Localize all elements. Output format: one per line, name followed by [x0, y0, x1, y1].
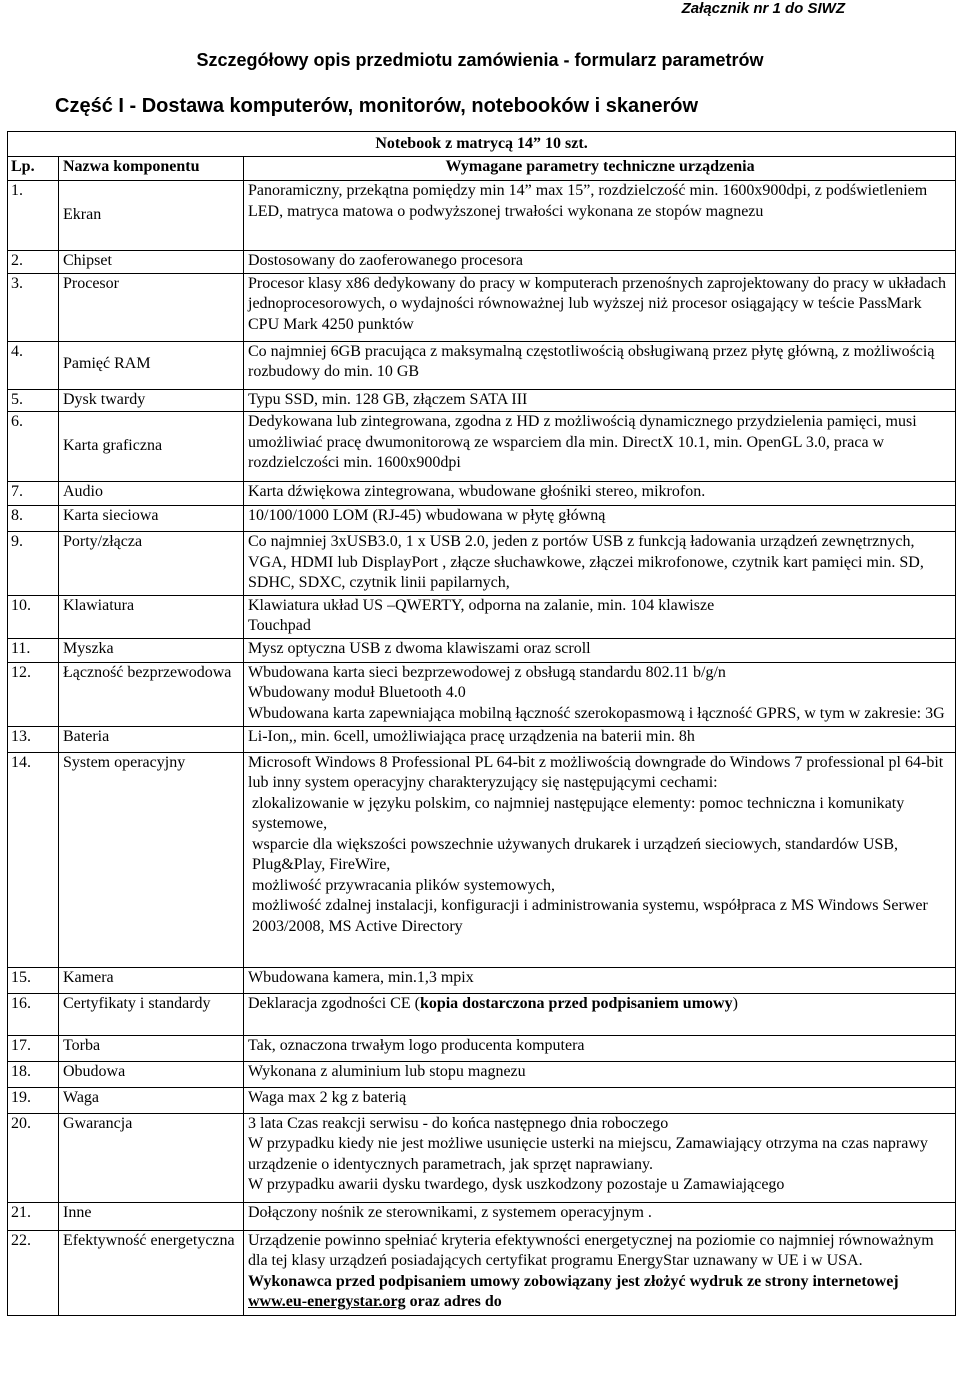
row-number: 3.: [8, 273, 59, 341]
row-requirements: [244, 532, 956, 596]
row-requirements: [244, 1202, 956, 1230]
table-row: [8, 389, 956, 412]
row-number: 12.: [8, 662, 59, 726]
table-row: [8, 993, 956, 1035]
row-number: 2.: [8, 251, 59, 274]
row-requirements: [244, 1113, 956, 1202]
table-row: [8, 251, 956, 274]
table-row: [8, 638, 956, 662]
requirement-text: Deklaracja zgodności CE (: [248, 994, 420, 1012]
table-row: [8, 967, 956, 993]
row-requirements: [244, 412, 956, 482]
table-row: [8, 595, 956, 638]
row-number: 14.: [8, 752, 59, 967]
row-number: 20.: [8, 1113, 59, 1202]
row-requirements: [244, 595, 956, 638]
row-requirements: [244, 1035, 956, 1061]
row-component: Obudowa: [59, 1061, 244, 1087]
requirement-bold: oraz adres do: [405, 1293, 502, 1310]
row-component: Torba: [59, 1035, 244, 1061]
row-requirements: [244, 993, 956, 1035]
requirement-line: W przypadku awarii dysku twardego, dysk uszkodzony pozostaje u Zamawiającego: [248, 1176, 785, 1193]
row-number: 8.: [8, 506, 59, 532]
row-number: 19.: [8, 1087, 59, 1113]
row-requirements: [244, 506, 956, 532]
row-requirements: [244, 967, 956, 993]
row-requirements: [244, 341, 956, 389]
row-number: 22.: [8, 1230, 59, 1315]
requirement-line: Waga max 2 kg z baterią: [248, 1088, 407, 1106]
requirement-line: Co najmniej 6GB pracująca z maksymalną częstotliwością obsługiwaną przez płytę główną, z możliwością rozbudowy do min. 10 GB: [248, 342, 935, 380]
requirement-line: Dedykowana lub zintegrowana, zgodna z HD z możliwością dynamicznego przydzielenia pamięci, musi umożliwiać pracę dwumonitorową ze wsparciem dla min. DirectX 10.1, min. OpenGL 3.0, praca w rozdzielczości min. 1600x900dpi: [248, 413, 917, 471]
requirement-line: Wykonana z aluminium lub stopu magnezu: [248, 1062, 526, 1080]
spec-table: [7, 131, 956, 1316]
table-row: [8, 662, 956, 726]
row-number: 13.: [8, 726, 59, 752]
row-requirements: [244, 638, 956, 662]
energystar-link[interactable]: www.eu-energystar.org: [248, 1293, 406, 1310]
table-row: [8, 1113, 956, 1202]
requirement-line: 10/100/1000 LOM (RJ-45) wbudowana w płytę główną: [248, 507, 606, 524]
row-requirements: [244, 1230, 956, 1315]
table-row: [8, 341, 956, 389]
os-feature: zlokalizowanie w języku polskim, co najmniej następujące elementy: pomoc techniczna i komunikaty systemowe,: [252, 794, 905, 832]
row-component: Gwarancja: [59, 1113, 244, 1202]
requirement-line: Wbudowana karta zapewniająca mobilną łączność szerokopasmową i łączność GPRS, w tym w zakresie: 3G: [248, 704, 945, 722]
requirement-line: W przypadku kiedy nie jest możliwe usunięcie usterki na miejscu, Zamawiający otrzyma na czas naprawy urządzenie o identycznych parametrach, jak sprzęt naprawiany.: [248, 1135, 928, 1173]
row-component: Klawiatura: [59, 595, 244, 638]
row-requirements: [244, 273, 956, 341]
row-component: Karta sieciowa: [59, 506, 244, 532]
row-number: 11.: [8, 638, 59, 662]
requirement-line: Touchpad: [248, 617, 311, 634]
row-number: 15.: [8, 967, 59, 993]
document-heading: Szczegółowy opis przedmiotu zamówienia - formularz parametrów: [196, 50, 764, 70]
requirement-line: Wbudowany moduł Bluetooth 4.0: [248, 684, 466, 701]
row-requirements: [244, 389, 956, 412]
requirement-bold: kopia dostarczona przed podpisaniem umowy: [419, 994, 733, 1012]
requirement-line: Karta dźwiękowa zintegrowana, wbudowane głośniki stereo, mikrofon.: [248, 483, 706, 500]
row-number: 17.: [8, 1035, 59, 1061]
table-row: [8, 532, 956, 596]
row-component: Bateria: [59, 726, 244, 752]
row-component: Łączność bezprzewodowa: [59, 662, 244, 726]
row-number: 1.: [8, 181, 59, 251]
header-requirements: Wymagane parametry techniczne urządzenia: [244, 157, 956, 181]
requirement-line: Typu SSD, min. 128 GB, złączem SATA III: [248, 390, 528, 408]
requirement-line: Li-Ion,, min. 6cell, umożliwiająca pracę urządzenia na baterii min. 8h: [248, 727, 695, 745]
row-component: Porty/złącza: [59, 532, 244, 596]
table-row: [8, 273, 956, 341]
row-requirements: [244, 726, 956, 752]
row-number: 9.: [8, 532, 59, 596]
row-component: Procesor: [59, 273, 244, 341]
requirement-bold: Wykonawca przed podpisaniem umowy zobowiązany jest złożyć wydruk ze strony internetowej: [248, 1272, 899, 1290]
row-requirements: [244, 482, 956, 506]
row-requirements: [244, 181, 956, 251]
row-number: 21.: [8, 1202, 59, 1230]
row-component: Myszka: [59, 638, 244, 662]
table-row: [8, 1087, 956, 1113]
table-header-row: [8, 157, 956, 181]
row-number: 7.: [8, 482, 59, 506]
table-row: [8, 1061, 956, 1087]
table-title-row: [8, 132, 956, 157]
row-requirements: [244, 1061, 956, 1087]
header-component: Nazwa komponentu: [59, 157, 244, 181]
table-row: [8, 726, 956, 752]
row-number: 16.: [8, 993, 59, 1035]
requirement-line: 3 lata Czas reakcji serwisu - do końca następnego dnia roboczego: [248, 1114, 669, 1132]
os-feature: możliwość przywracania plików systemowych,: [252, 876, 556, 894]
row-number: 4.: [8, 341, 59, 389]
requirement-text: Urządzenie powinno spełniać kryteria efektywności energetycznej na poziomie co najmniej równoważnym dla tej klasy urządzeń posiadających certyfikat programu EnergyStar uznawany w UE i w USA.: [248, 1231, 934, 1269]
requirement-line: Procesor klasy x86 dedykowany do pracy w komputerach przenośnych zaprojektowany do pracy w układach jednoprocesorowych, o wydajności równoważnej lub wyższej niż procesor osiągający w teście PassMark CPU Mark 4250 punktów: [248, 274, 946, 333]
requirement-line: Microsoft Windows 8 Professional PL 64-bit z możliwością downgrade do Windows 7 professional pl 64-bit lub inny system operacyjny charakteryzujący się następującymi cechami:: [248, 753, 944, 791]
requirement-line: Mysz optyczna USB z dwoma klawiszami oraz scroll: [248, 639, 591, 657]
requirement-line: Co najmniej 3xUSB3.0, 1 x USB 2.0, jeden z portów USB z funkcją ładowania urządzeń zewnętrznych, VGA, HDMI lub DisplayPort , złącze słuchawkowe, złączei mikrofonowe, czytnik kart pamięci min. SD, SDHC, SDXC, czytnik linii papilarnych,: [248, 533, 924, 591]
row-component: Karta graficzna: [59, 412, 244, 482]
requirement-line: Dołączony nośnik ze sterownikami, z systemem operacyjnym .: [248, 1203, 652, 1221]
os-feature: możliwość zdalnej instalacji, konfiguracji i administrowania systemu, współpraca z MS Windows Serwer 2003/2008, MS Active Directory: [252, 897, 928, 935]
row-requirements: [244, 752, 956, 967]
table-row: [8, 412, 956, 482]
row-component: Ekran: [59, 181, 244, 251]
row-component: Certyfikaty i standardy: [59, 993, 244, 1035]
requirement-line: Panoramiczny, przekątna pomiędzy min 14” max 15”, rozdzielczość min. 1600x900dpi, z podświetleniem LED, matryca matowa o podwyższonej trwałości wykonana ze stopów magnezu: [248, 182, 928, 220]
row-component: Pamięć RAM: [59, 341, 244, 389]
row-component: Audio: [59, 482, 244, 506]
row-number: 6.: [8, 412, 59, 482]
row-component: Dysk twardy: [59, 389, 244, 412]
requirement-line: Dostosowany do zaoferowanego procesora: [248, 252, 524, 269]
row-component: System operacyjny: [59, 752, 244, 967]
table-row: [8, 181, 956, 251]
table-row: [8, 752, 956, 967]
row-number: 10.: [8, 595, 59, 638]
table-title: Notebook z matrycą 14” 10 szt.: [8, 132, 956, 157]
table-row: [8, 482, 956, 506]
requirement-line: Tak, oznaczona trwałym logo producenta komputera: [248, 1036, 585, 1054]
row-component: Inne: [59, 1202, 244, 1230]
requirement-text: ): [732, 994, 738, 1012]
table-row: [8, 1202, 956, 1230]
table-row: [8, 506, 956, 532]
os-feature: wsparcie dla większości powszechnie używanych drukarek i urządzeń sieciowych, standardów USB, Plug&Play, FireWire,: [252, 835, 898, 873]
row-component: Efektywność energetyczna: [59, 1230, 244, 1315]
requirement-line: Klawiatura układ US –QWERTY, odporna na zalanie, min. 104 klawisze: [248, 596, 715, 614]
requirement-line: Wbudowana kamera, min.1,3 mpix: [248, 968, 474, 986]
row-component: Chipset: [59, 251, 244, 274]
table-row: [8, 1230, 956, 1315]
row-component: Kamera: [59, 967, 244, 993]
row-requirements: [244, 251, 956, 274]
row-requirements: [244, 662, 956, 726]
requirement-line: Wbudowana karta sieci bezprzewodowej z obsługą standardu 802.11 b/g/n: [248, 663, 726, 681]
part-title: Część I - Dostawa komputerów, monitorów, notebooków i skanerów: [55, 95, 699, 117]
row-number: 5.: [8, 389, 59, 412]
row-requirements: [244, 1087, 956, 1113]
row-component: Waga: [59, 1087, 244, 1113]
attachment-label: Załącznik nr 1 do SIWZ: [681, 0, 845, 17]
row-number: 18.: [8, 1061, 59, 1087]
header-no: Lp.: [8, 157, 59, 181]
table-row: [8, 1035, 956, 1061]
